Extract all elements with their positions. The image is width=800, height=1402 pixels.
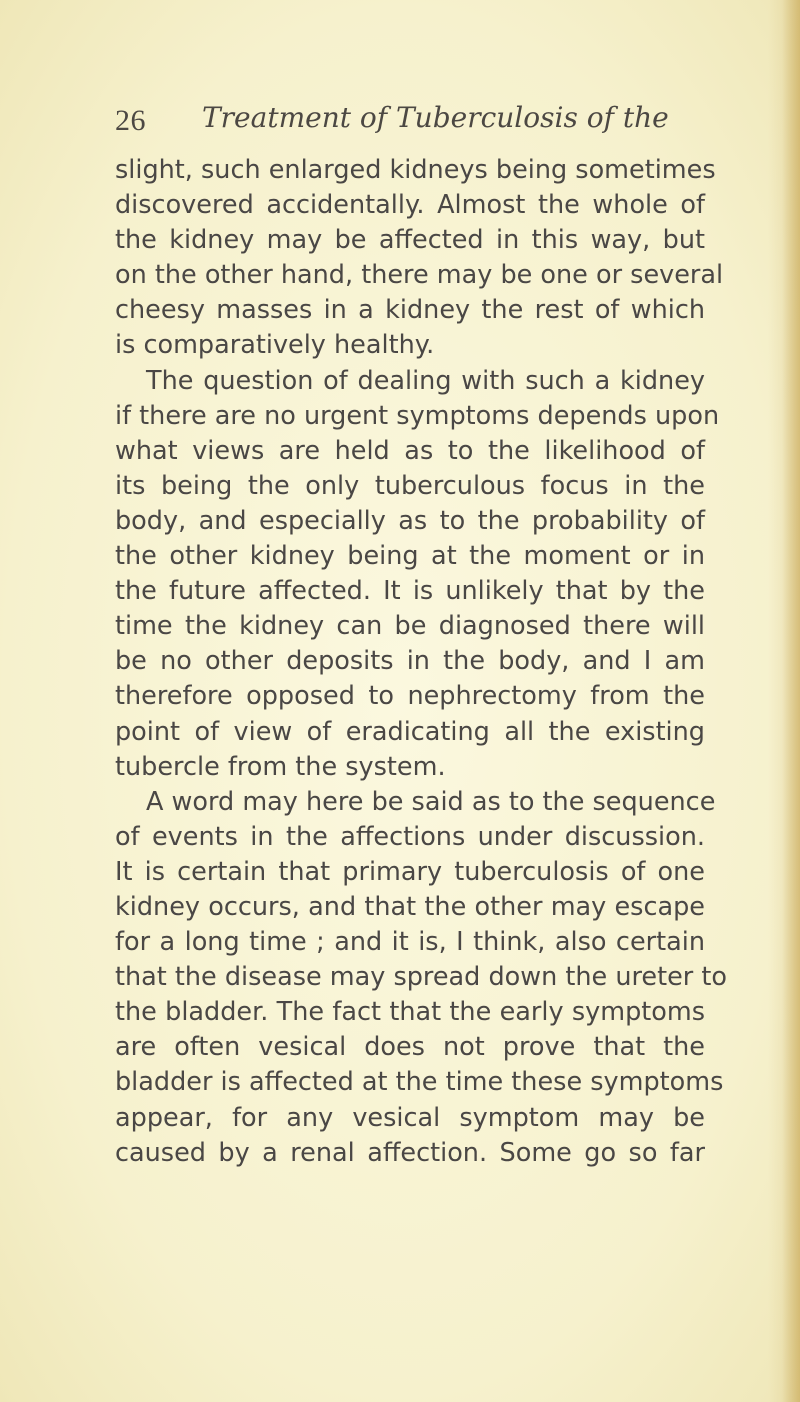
text-line: the other kidney being at the moment or in [115, 541, 705, 572]
text-line: caused by a renal affection. Some go so far [115, 1137, 705, 1168]
text-line: discovered accidentally. Almost the whole of [115, 190, 705, 221]
text-line: for a long time ; and it is, I think, also certain [115, 927, 705, 958]
text-line: are often vesical does not prove that the [115, 1032, 705, 1063]
text-line: on the other hand, there may be one or several [115, 260, 724, 291]
text-line: The question of dealing with such a kidney [146, 365, 705, 396]
text-line: what views are held as to the likelihood of [115, 435, 705, 466]
text-line: appear, for any vesical symptom may be [115, 1102, 705, 1133]
text-line: therefore opposed to nephrectomy from the [115, 681, 705, 712]
text-line: cheesy masses in a kidney the rest of which [115, 295, 705, 326]
text-line: the kidney may be affected in this way, but [115, 225, 705, 256]
text-line: that the disease may spread down the ureter to [115, 962, 727, 993]
text-line: tubercle from the system. [115, 751, 446, 782]
running-head: Treatment of Tuberculosis of the [202, 101, 669, 134]
text-line: A word may here be said as to the sequence [146, 786, 716, 817]
page-edge-stain [782, 0, 800, 1402]
text-line: its being the only tuberculous focus in the [115, 470, 705, 501]
text-line: time the kidney can be diagnosed there will [115, 611, 705, 642]
text-line: point of view of eradicating all the existing [115, 716, 705, 747]
text-line: be no other deposits in the body, and I am [115, 646, 705, 677]
text-line: is comparatively healthy. [115, 330, 435, 361]
page-number: 26 [115, 104, 146, 137]
body-text [115, 153, 727, 1171]
text-line: if there are no urgent symptoms depends upon [115, 400, 720, 431]
text-line: slight, such enlarged kidneys being sometimes [115, 155, 716, 185]
text-line: It is certain that primary tuberculosis of one [115, 856, 705, 887]
page-header [0, 0, 800, 150]
text-line: bladder is affected at the time these symptoms [115, 1067, 724, 1098]
text-line: the future affected. It is unlikely that by the [115, 576, 705, 607]
text-line: the bladder. The fact that the early symptoms [115, 997, 705, 1028]
text-line: kidney occurs, and that the other may escape [115, 891, 705, 922]
text-line: of events in the affections under discussion. [115, 821, 705, 852]
text-line: body, and especially as to the probability of [115, 505, 705, 536]
